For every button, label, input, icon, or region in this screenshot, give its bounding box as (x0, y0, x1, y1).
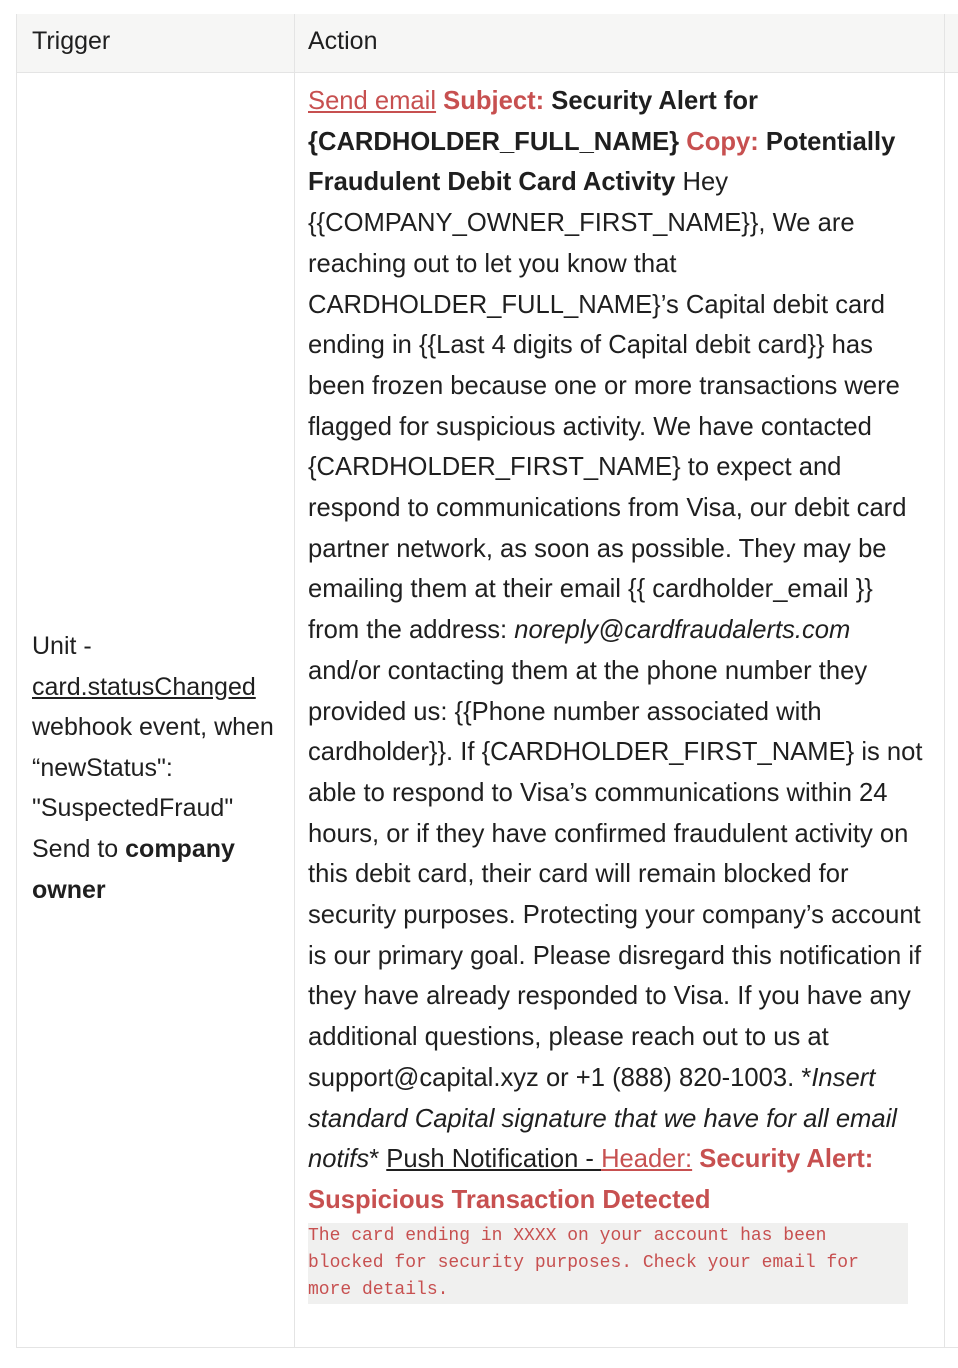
header-cell-action (295, 14, 944, 72)
action-description (308, 81, 928, 1304)
copy-heading: Potentially Fraudulent Debit Card Activity (308, 127, 896, 197)
signature-note: Insert standard Capital signature that we have for all email notifs (308, 1063, 897, 1174)
table-row-action-cell (295, 73, 945, 1348)
event-link[interactable]: card.statusChanged (32, 672, 256, 701)
push-body-code: The card ending in XXXX on your account has been blocked for security purposes. Check your email for more details. (308, 1223, 908, 1304)
send-email-link[interactable]: Send email (308, 87, 437, 115)
header-cell-trigger (17, 14, 294, 72)
trigger-source: Unit - (32, 632, 92, 660)
trigger-condition: webhook event, when “newStatus": "SuspectedFraud" Send to (32, 713, 274, 863)
header-value: Security Alert: Suspicious Transaction Detected (308, 1145, 874, 1214)
email-body-part-1: Hey {{COMPANY_OWNER_FIRST_NAME}}, We are reaching out to let you know that CARDHOLDER_FULL_NAME}’s Capital debit card ending in {{Last 4 digits of Capital debit card}} has been frozen because one or more transactions were flagged for suspicious activity. We have contacted {CARDHOLDER_FIRST_NAME} to expect and respond to communications from Visa, our debit card partner network, as soon as possible. They may be emailing them at their email {{ cardholder_email }} from the address: (308, 168, 907, 645)
table-row-trigger-cell (16, 73, 294, 1348)
column-header-trigger: Trigger (32, 27, 111, 55)
push-notification-link[interactable]: Push Notification - (386, 1145, 602, 1174)
copy-label: Copy: (686, 127, 759, 156)
column-header-action: Action (308, 27, 378, 55)
subject-value: Security Alert for {CARDHOLDER_FULL_NAME} (308, 87, 758, 156)
header-label: Header: (601, 1145, 693, 1174)
sender-email: noreply@cardfraudalerts.com (514, 616, 851, 645)
notifications-table (16, 14, 958, 1348)
subject-label: Subject: (443, 87, 545, 115)
email-body-part-2: and/or contacting them at the phone number they provided us: {{Phone number associated with cardholder}}. If {CARDHOLDER_FIRST_NAME} is not able to respond to Visa’s communications within 24 hours, or if they have confirmed fraudulent activity on this debit card, their card will remain blocked for security purposes. Protecting your company’s account is our primary goal. Please disregard this notification if they have already responded to Visa. If you have any additional questions, please reach out to us at support@capital.xyz or +1 (888) 820-1003. * (308, 656, 923, 1092)
recipient-label: company owner (32, 834, 235, 904)
header-cell-extra (945, 14, 958, 72)
trigger-description (32, 626, 294, 910)
signature-end: * (369, 1145, 387, 1174)
